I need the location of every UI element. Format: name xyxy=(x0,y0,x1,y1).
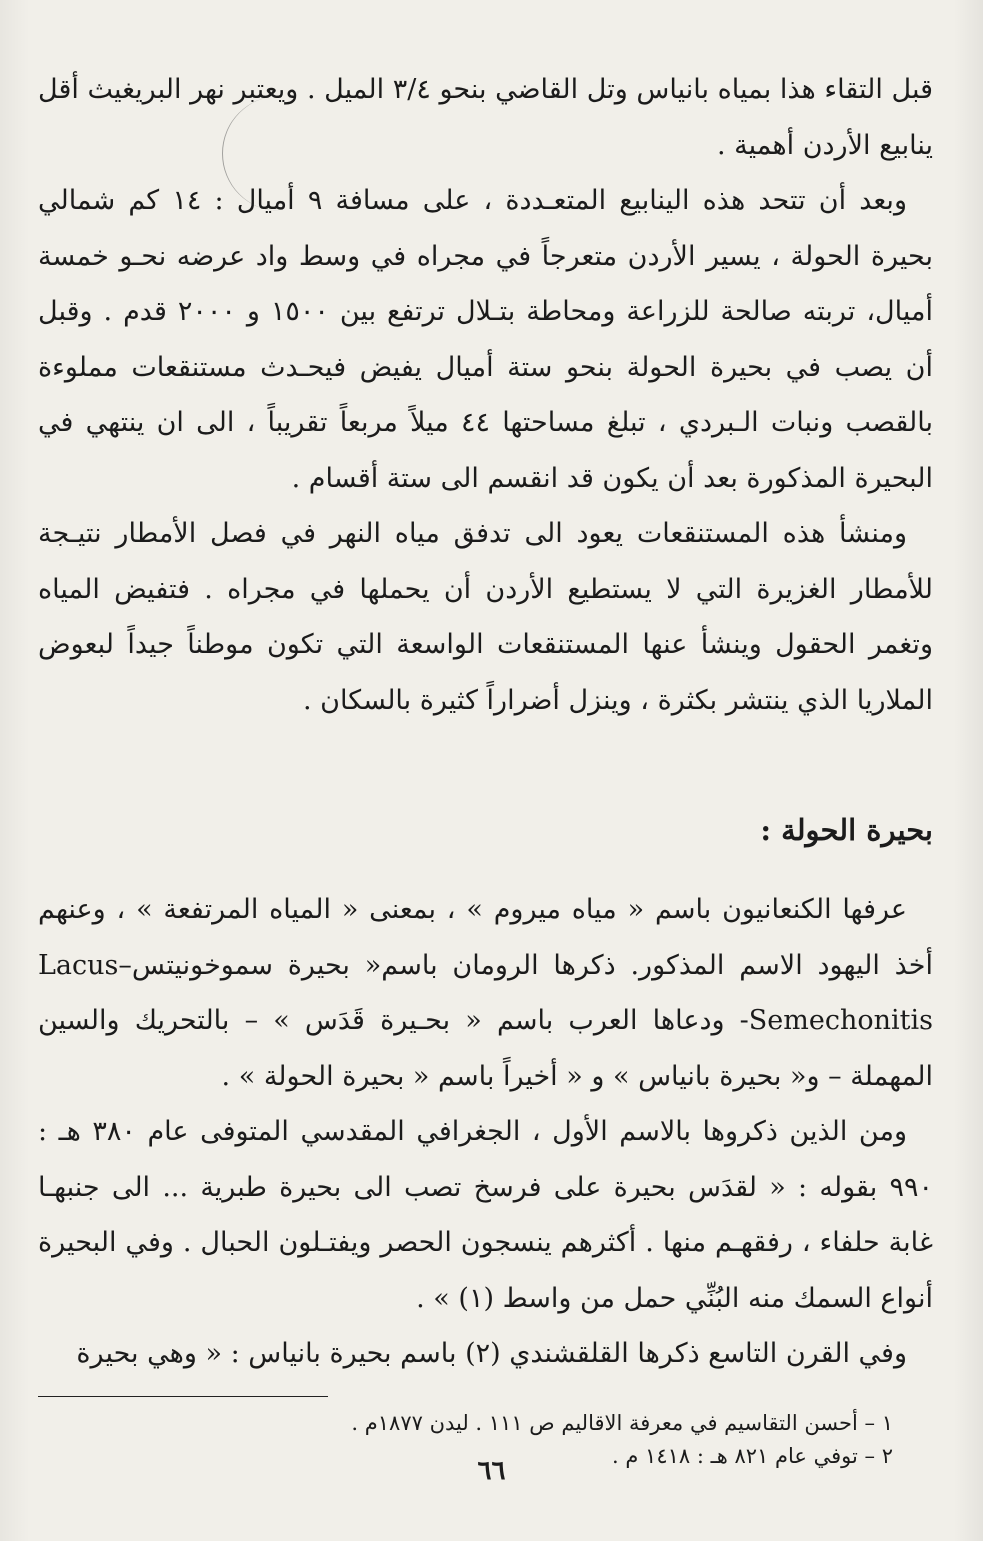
paragraph-3: ومنشأ هذه المستنقعات يعود الى تدفق مياه النهر في فصل الأمطار نتيـجة للأمطار الغزيرة التي لا يستطيع الأردن أن يحملها في مجراه . فتفيض المياه وتغمر الحقول وينشأ عنها المستنقعات الواسعة التي تكون موطناً جيداً لبعوض الملاريا الذي ينتشر بكثرة ، وينزل أضراراً كثيرة بالسكان . xyxy=(38,518,933,716)
section-paragraph-3: وفي القرن التاسع ذكرها القلقشندي (٢) باسم بحيرة بانياس : « وهي بحيرة xyxy=(76,1338,907,1369)
paragraph-2: وبعد أن تتحد هذه الينابيع المتعـددة ، على مسافة ٩ أميال : ١٤ كم شمالي بحيرة الحولة ، يسير الأردن متعرجاً في مجراه في وسط واد عرضه نحـو خمسة أميال، تربته صالحة للزراعة ومحاطة بتـلال ترتفع بين ١٥٠٠ و ٢٠٠٠ قدم . وقبل أن يصب في بحيرة الحولة بنحو ستة أميال يفيض فيحـدث مستنقعات مملوءة بالقصب ونبات الـبردي ، تبلغ مساحتها ٤٤ ميلاً مربعاً تقريباً ، الى ان ينتهي في البحيرة المذكورة بعد أن يكون قد انقسم الى ستة أقسام . xyxy=(38,185,933,494)
section-heading: بحيرة الحولة : xyxy=(760,813,933,847)
page-number: ٦٦ xyxy=(477,1456,506,1486)
section-paragraph-1: عرفها الكنعانيون باسم « مياه ميروم » ، بمعنى « المياه المرتفعة » ، وعنهم أخذ اليهود الاسم المذكور. ذكرها الرومان باسم« بحيرة سموخونيتس–Lacus Semechonitis- ودعاها العرب باسم « بحـيرة قَدَس » – بالتحريك والسين المهملة – و« بحيرة بانياس » و « أخيراً باسم « بحيرة الحولة » . xyxy=(38,894,933,1092)
footnote-2: ٢ – توفي عام ٨٢١ هـ : ١٤١٨ م . xyxy=(612,1443,893,1468)
footnote-1: ١ – أحسن التقاسيم في معرفة الاقاليم ص ١١١ . ليدن ١٨٧٧م . xyxy=(351,1410,893,1435)
footnote-divider xyxy=(38,1396,328,1397)
section-paragraph-2: ومن الذين ذكروها بالاسم الأول ، الجغرافي المقدسي المتوفى عام ٣٨٠ هـ : ٩٩٠ بقوله : « لقدَس بحيرة على فرسخ تصب الى بحيرة طبرية ... الى جنبهـا غابة حلفاء ، رفقهـم منها . أكثرهم ينسجون الحصر ويفتـلون الحبال . وفي البحيرة أنواع السمك منه البُنِّي حمل من واسط (١) » . xyxy=(38,1116,933,1314)
paragraph-1: قبل التقاء هذا بمياه بانياس وتل القاضي بنحو ٣/٤ الميل . ويعتبر نهر البريغيث أقل ينابيع الأردن أهمية . xyxy=(38,74,933,161)
